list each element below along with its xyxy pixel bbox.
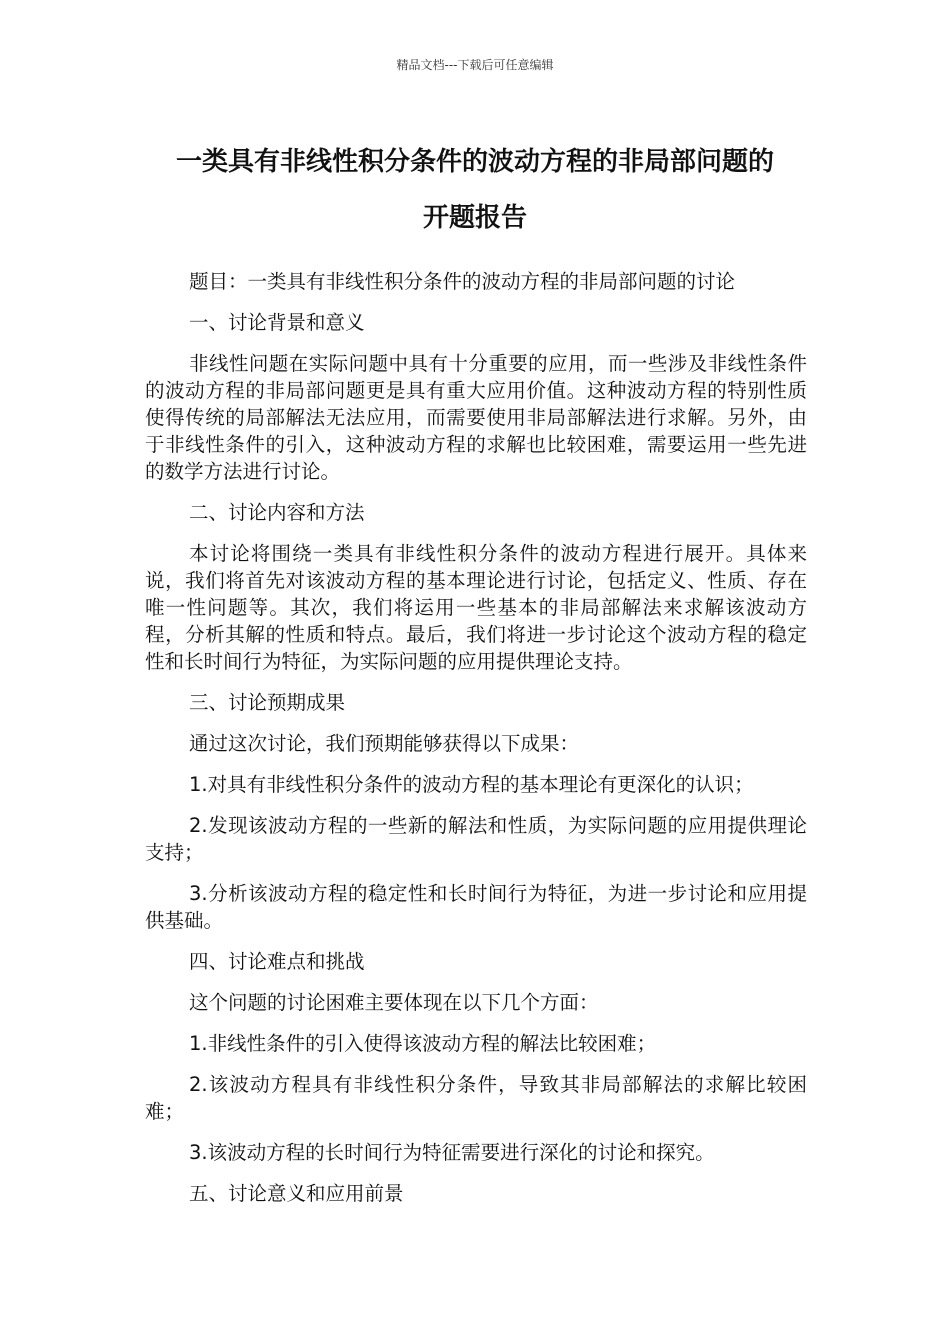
document-title-line-1: 一类具有非线性积分条件的波动方程的非局部问题的 — [175, 147, 774, 177]
section-heading-content-method: 二、讨论内容和方法 — [189, 501, 365, 524]
paragraph-background: 非线性问题在实际问题中具有十分重要的应用，而一些涉及非线性条件的波动方程的非局部问题更是具有重大应用价值。这种波动方程的特别性质使得传统的局部解法无法应用，而需要使用非局部解法进行求解。另外，由于非线性条件的引入，这种波动方程的求解也比较困难，需要运用一些先进的数学方法进行讨论。 — [145, 352, 807, 483]
section-heading-difficulties: 四、讨论难点和挑战 — [189, 950, 365, 973]
list-item-difficulty-3: 3.该波动方程的长时间行为特征需要进行深化的讨论和探究。 — [189, 1141, 715, 1164]
list-item-difficulty-2: 2.该波动方程具有非线性积分条件，导致其非局部解法的求解比较困难； — [145, 1073, 807, 1123]
list-item-difficulty-1: 1.非线性条件的引入使得该波动方程的解法比较困难； — [189, 1032, 657, 1055]
list-item-expected-3: 3.分析该波动方程的稳定性和长时间行为特征，为进一步讨论和应用提供基础。 — [145, 882, 807, 932]
topic-line: 题目：一类具有非线性积分条件的波动方程的非局部问题的讨论 — [189, 270, 736, 293]
list-item-expected-2: 2.发现该波动方程的一些新的解法和性质，为实际问题的应用提供理论支持； — [145, 814, 807, 864]
paragraph-difficulties-intro: 这个问题的讨论困难主要体现在以下几个方面： — [189, 991, 599, 1014]
document-body — [145, 268, 807, 1221]
list-item-expected-1: 1.对具有非线性积分条件的波动方程的基本理论有更深化的认识； — [189, 773, 754, 796]
header-note: 精品文档---下载后可任意编辑 — [396, 58, 554, 72]
section-heading-expected-results: 三、讨论预期成果 — [189, 691, 346, 714]
document-title — [120, 134, 830, 246]
paragraph-content-method: 本讨论将围绕一类具有非线性积分条件的波动方程进行展开。具体来说，我们将首先对该波动方程的基本理论进行讨论，包括定义、性质、存在唯一性问题等。其次，我们将运用一些基本的非局部解法来求解该波动方程，分析其解的性质和特点。最后，我们将进一步讨论这个波动方程的稳定性和长时间行为特征，为实际问题的应用提供理论支持。 — [145, 542, 807, 673]
paragraph-expected-intro: 通过这次讨论，我们预期能够获得以下成果： — [189, 732, 580, 755]
document-title-line-2: 开题报告 — [422, 203, 527, 233]
section-heading-background: 一、讨论背景和意义 — [189, 311, 365, 334]
section-heading-significance: 五、讨论意义和应用前景 — [189, 1182, 404, 1205]
